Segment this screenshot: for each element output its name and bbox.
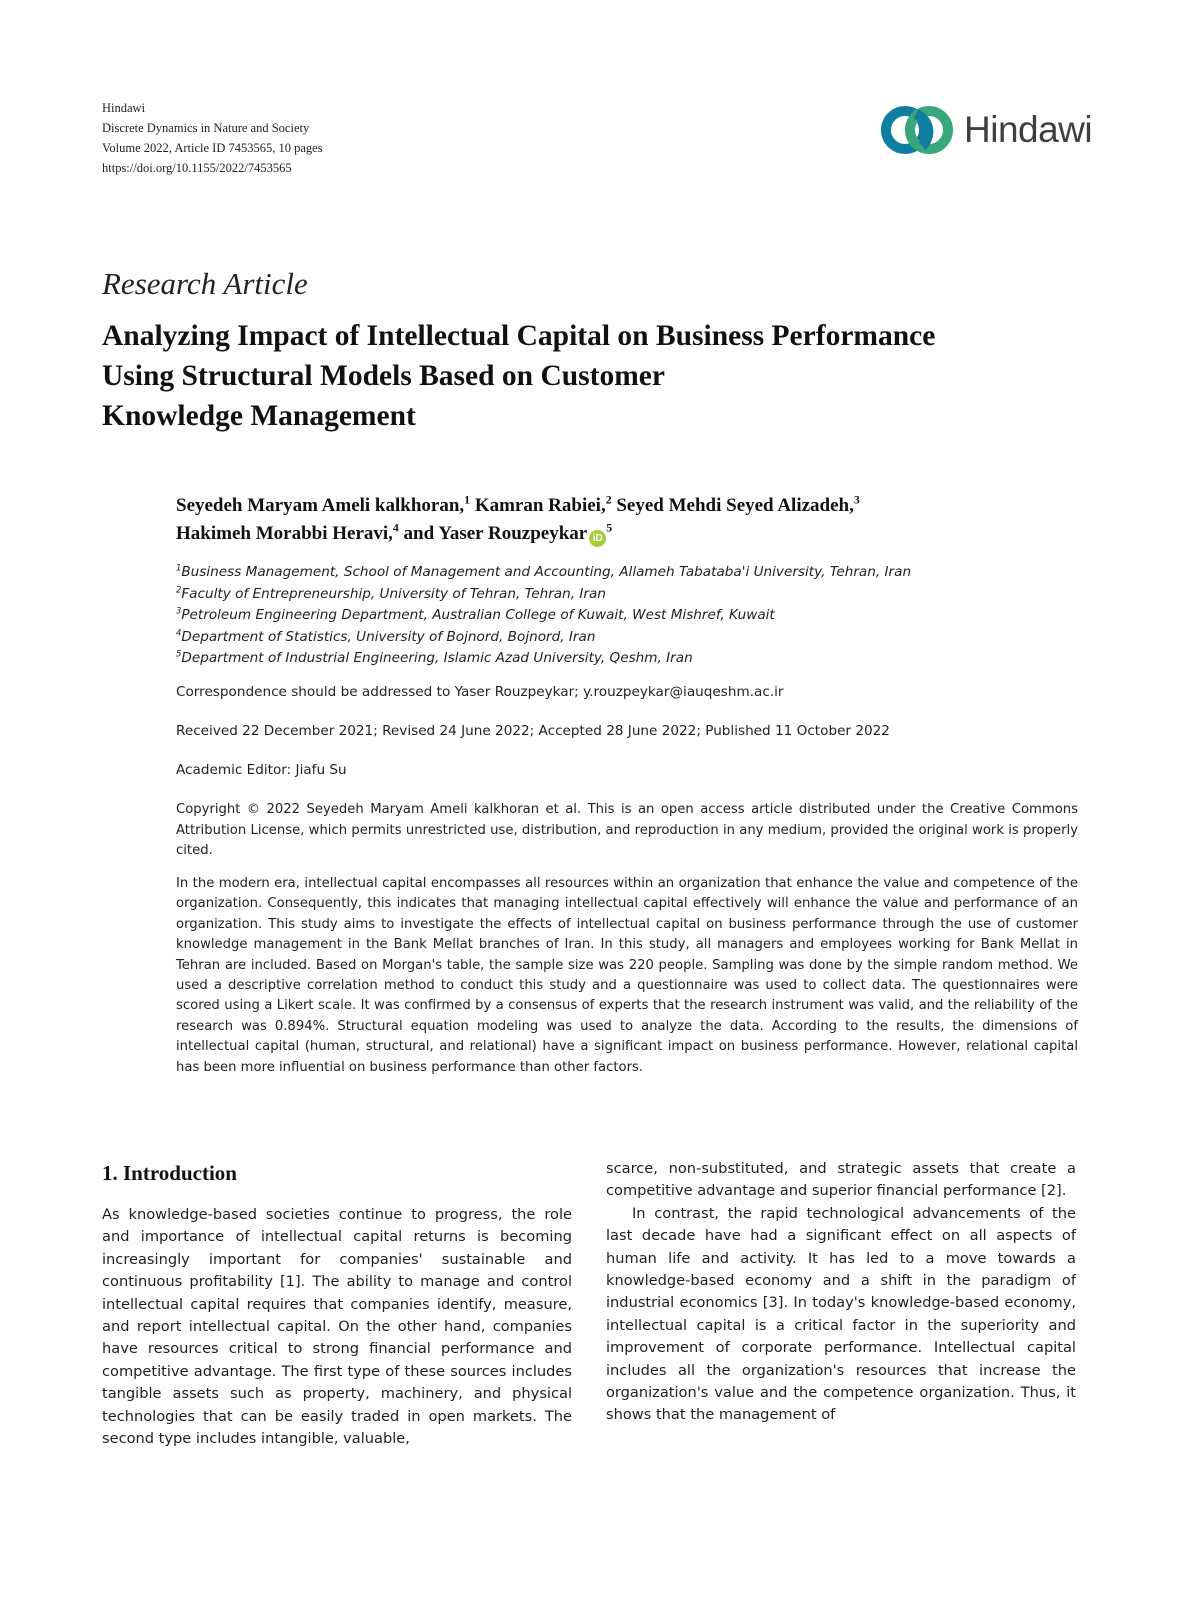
- affiliation-text: Department of Statistics, University of Bojnord, Bojnord, Iran: [181, 628, 596, 645]
- hindawi-logo: [878, 100, 1108, 160]
- body-paragraph: As knowledge-based societies continue to progress, the role and importance of intellectual capital returns is becoming increasingly important for companies' sustainable and continuous profitability [1]. The ability to manage and control intellectual capital requires that companies identify, measure, and report intellectual capital. On the other hand, companies have resources critical to strong financial performance and competitive advantage. The first type of these sources includes tangible assets such as property, machinery, and physical technologies that can be easily traded in open markets. The second type includes intangible, valuable,: [102, 1206, 572, 1448]
- author-name[interactable]: Seyedeh Maryam Ameli kalkhoran,: [176, 495, 465, 516]
- publication-dates: Received 22 December 2021; Revised 24 June 2022; Accepted 28 June 2022; Published 11 October 2022: [176, 723, 890, 739]
- author-line: [176, 492, 1116, 520]
- author-name[interactable]: Seyed Mehdi Seyed Alizadeh,: [616, 495, 854, 516]
- body-column-right: [606, 1158, 1076, 1427]
- body-paragraph: scarce, non-substituted, and strategic assets that create a competitive advantage and superior financial performance [2].: [606, 1160, 1076, 1200]
- affiliation-item: [176, 627, 911, 649]
- author-affiliation-number: 1: [464, 493, 471, 507]
- copyright-notice: Copyright © 2022 Seyedeh Maryam Ameli kalkhoran et al. This is an open access article distributed under the Creative Commons Attribution License, which permits unrestricted use, distribution, and reproduction in any medium, provided the original work is properly cited.: [176, 802, 1078, 858]
- logo-wordmark: Hindawi: [964, 109, 1093, 150]
- affiliation-number: 4: [176, 627, 182, 638]
- article-title: [102, 316, 1112, 436]
- body-column-left: [102, 1160, 572, 1450]
- affiliation-item: [176, 605, 911, 627]
- title-line: Knowledge Management: [102, 400, 416, 432]
- affiliation-number: 2: [176, 584, 182, 595]
- author-affiliation-number: 5: [606, 521, 613, 535]
- author-line: [176, 520, 1116, 548]
- journal-header: [102, 98, 323, 178]
- affiliation-text: Business Management, School of Management and Accounting, Allameh Tabataba'i University, Tehran, Iran: [181, 564, 912, 580]
- academic-editor: Academic Editor: Jiafu Su: [176, 762, 347, 778]
- affiliation-number: 5: [176, 648, 182, 659]
- author-affiliation-number: 4: [392, 521, 399, 535]
- correspondence-note: Correspondence should be addressed to Yaser Rouzpeykar; y.rouzpeykar@iauqeshm.ac.ir: [176, 684, 784, 700]
- article-type: Research Article: [102, 266, 308, 301]
- author-list: [176, 492, 1116, 548]
- doi-link[interactable]: https://doi.org/10.1155/2022/7453565: [102, 161, 292, 175]
- affiliation-text: Department of Industrial Engineering, Islamic Azad University, Qeshm, Iran: [181, 650, 693, 667]
- title-line: Analyzing Impact of Intellectual Capital on Business Performance: [102, 320, 936, 352]
- affiliation-list: [176, 562, 911, 670]
- affiliation-number: 1: [176, 562, 182, 573]
- hindawi-rings-icon: [878, 102, 958, 158]
- author-affiliation-number: 3: [853, 493, 860, 507]
- orcid-icon[interactable]: iD: [589, 530, 606, 547]
- author-affiliation-number: 2: [605, 493, 612, 507]
- affiliation-number: 3: [176, 605, 182, 616]
- author-name[interactable]: Hakimeh Morabbi Heravi,: [176, 523, 393, 544]
- volume-info: Volume 2022, Article ID 7453565, 10 pages: [102, 141, 323, 155]
- affiliation-text: Petroleum Engineering Department, Australian College of Kuwait, West Mishref, Kuwait: [181, 607, 775, 624]
- author-name[interactable]: and Yaser Rouzpeykar: [403, 523, 588, 544]
- body-paragraph: In contrast, the rapid technological advancements of the last decade have had a significant effect on all aspects of human life and activity. It has led to a move towards a knowledge-based economy and a shift in the paradigm of industrial economics [3]. In today's knowledge-based economy, intellectual capital is a critical factor in the superiority and improvement of corporate performance. Intellectual capital includes all the organization's resources that increase the organization's value and the competence organization. Thus, it shows that the management of: [606, 1204, 1076, 1424]
- affiliation-text: Faculty of Entrepreneurship, University of Tehran, Tehran, Iran: [181, 585, 606, 602]
- abstract: In the modern era, intellectual capital encompasses all resources within an organization that enhance the value and competence of the organization. Consequently, this indicates that managing intellectual capital effectively will enhance the value and performance of an organization. This study aims to investigate the effects of intellectual capital on business performance through the use of customer knowledge management in the Bank Mellat branches of Iran. In this study, all managers and employees working for Bank Mellat in Tehran are included. Based on Morgan's table, the sample size was 220 people. Sampling was done by the simple random method. We used a descriptive correlation method to conduct this study and a questionnaire was used to collect data. The questionnaires were scored using a Likert scale. It was confirmed by a consensus of experts that the research instrument was valid, and the reliability of the research was 0.894%. Structural equation modeling was used to analyze the data. According to the results, the dimensions of intellectual capital (human, structural, and relational) have a significant impact on business performance. However, relational capital has been more influential on business performance than other factors.: [176, 876, 1078, 1075]
- affiliation-item: [176, 584, 911, 606]
- affiliation-item: [176, 648, 911, 670]
- title-line: Using Structural Models Based on Customer: [102, 360, 665, 392]
- publisher-name: Hindawi: [102, 101, 146, 115]
- section-heading: 1. Introduction: [102, 1161, 237, 1185]
- author-name[interactable]: Kamran Rabiei,: [474, 495, 606, 516]
- journal-name: Discrete Dynamics in Nature and Society: [102, 121, 310, 135]
- affiliation-item: [176, 562, 911, 584]
